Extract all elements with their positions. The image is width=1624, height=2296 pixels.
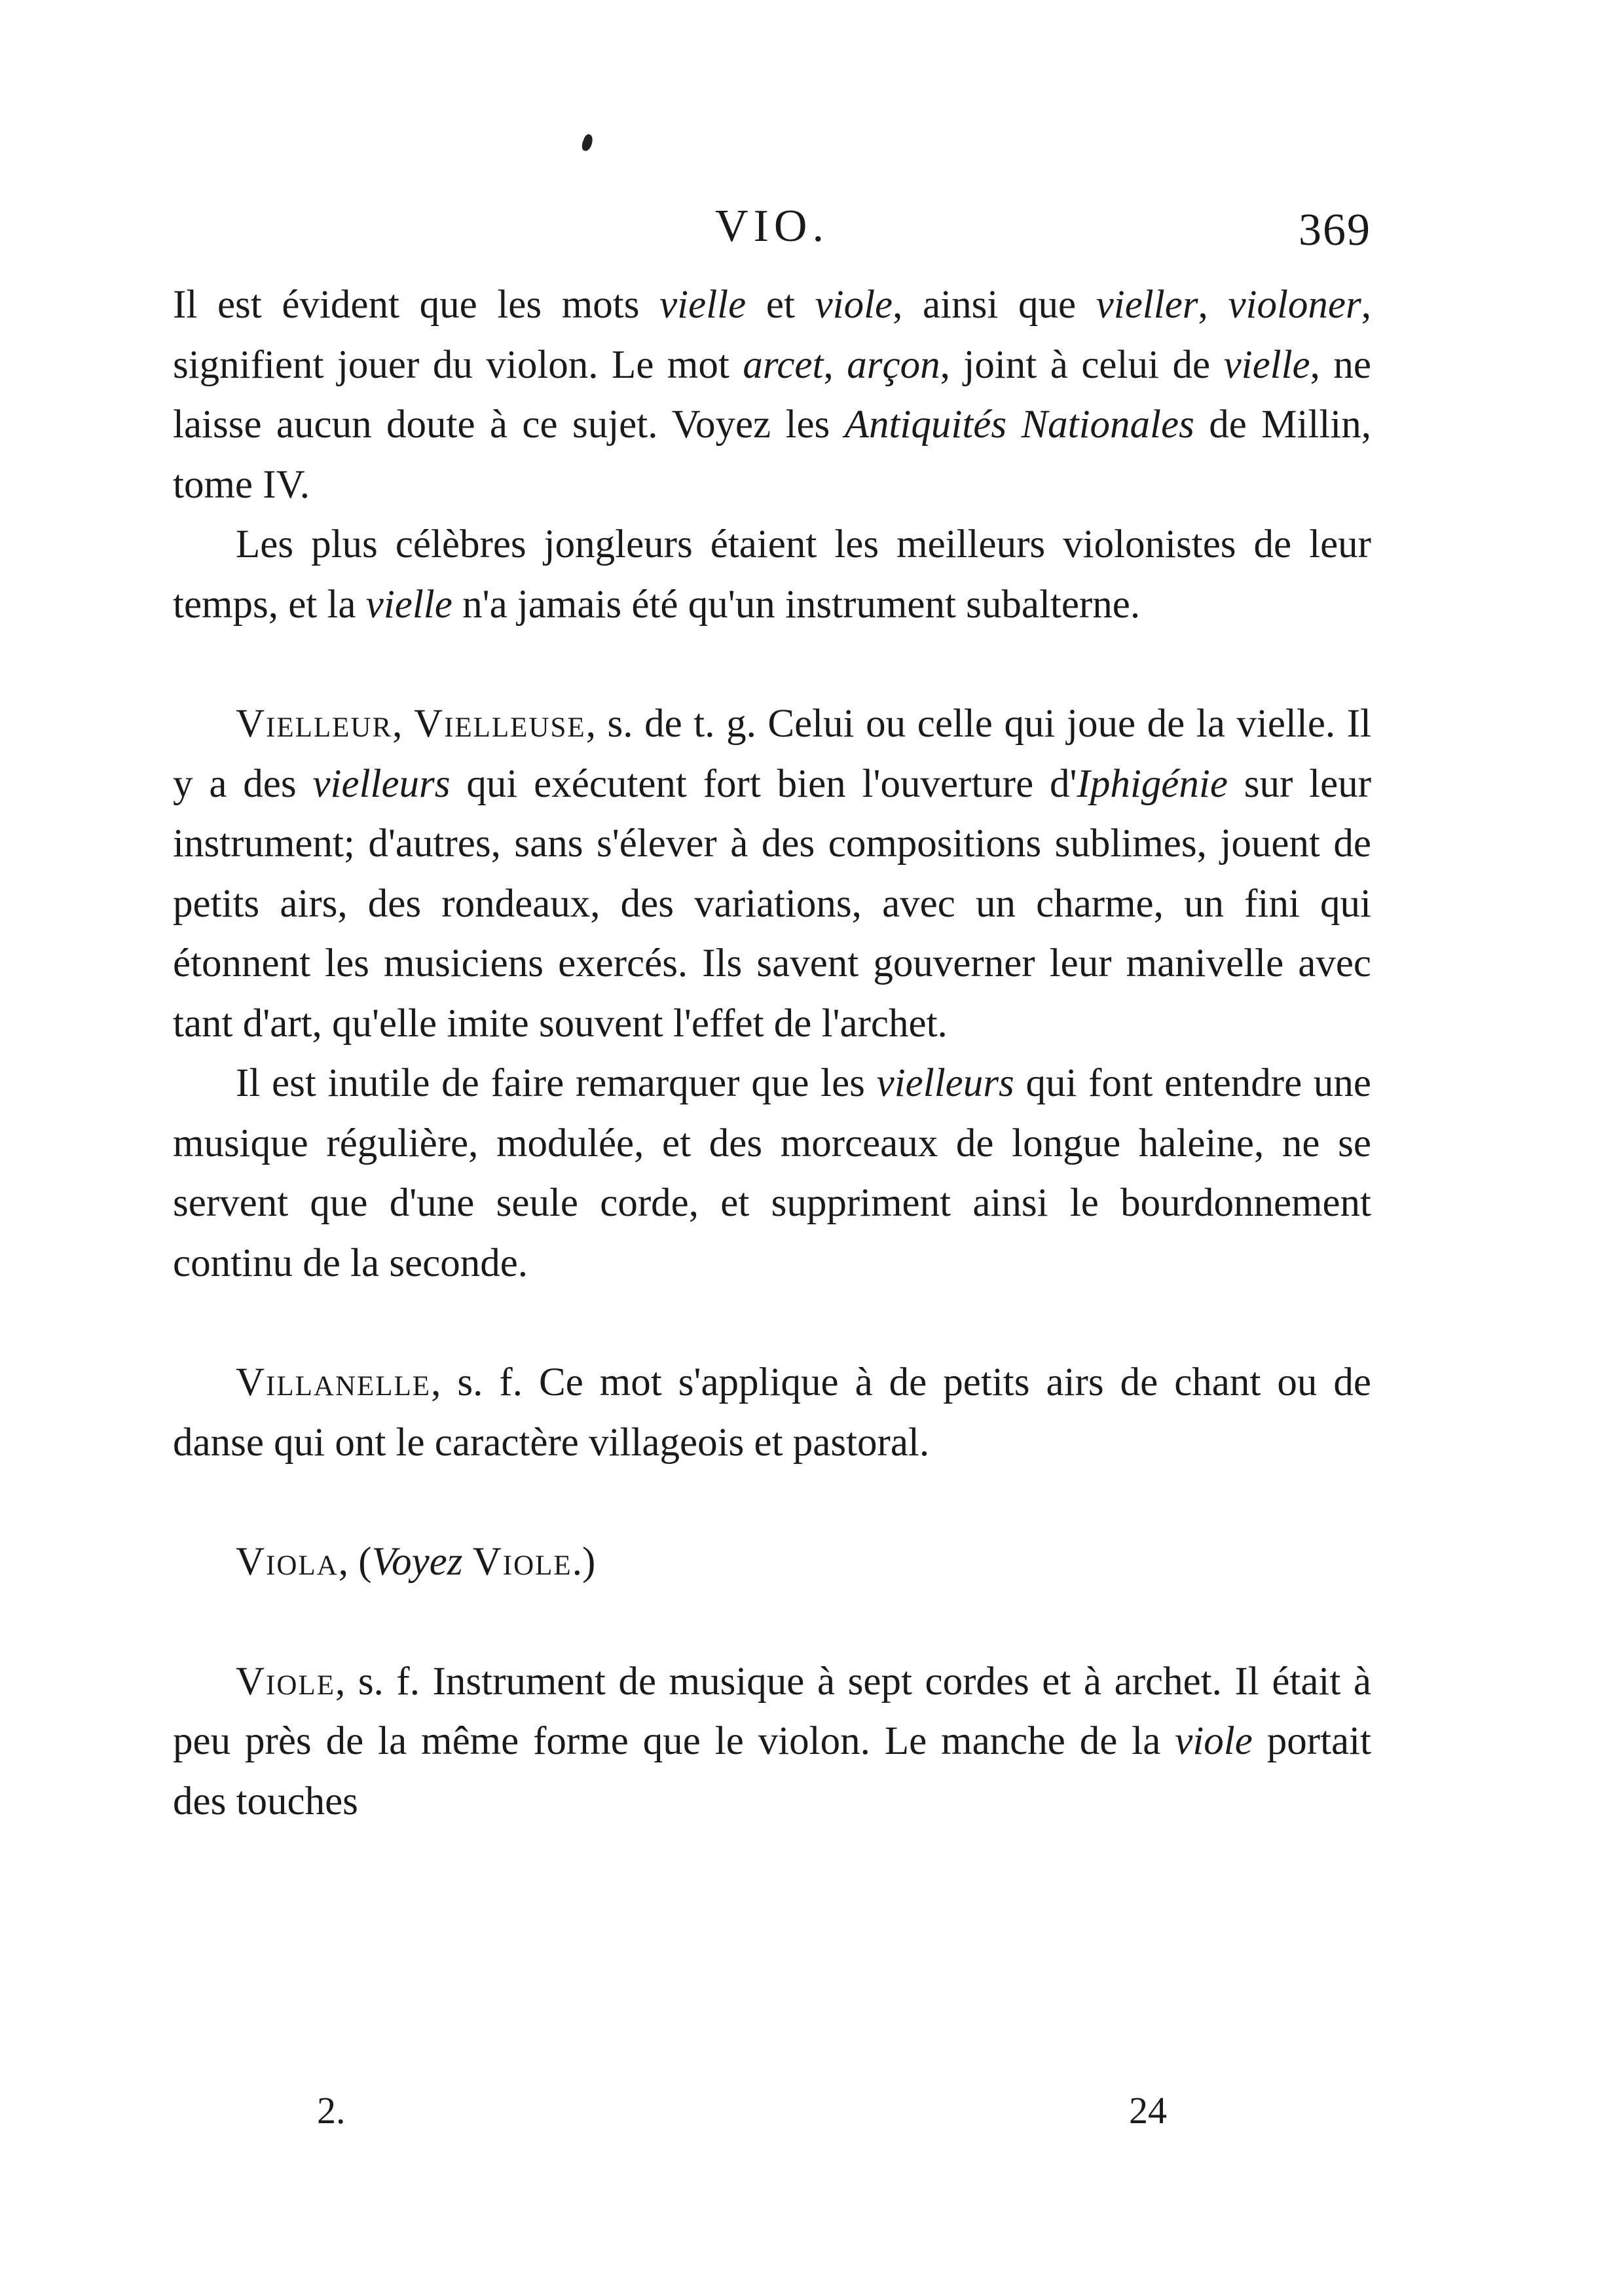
italic-run: arçon bbox=[847, 342, 940, 387]
entry-viola bbox=[173, 1532, 1371, 1592]
text-run: .) bbox=[572, 1540, 596, 1584]
italic-run: violoner bbox=[1228, 283, 1361, 327]
body-text bbox=[173, 275, 1371, 1831]
paragraph-jongleurs bbox=[173, 515, 1371, 634]
text-run: , joint à celui de bbox=[940, 342, 1224, 387]
italic-run: Antiquités Nationales bbox=[844, 403, 1194, 446]
text-run: Il est inutile de faire remarquer que les bbox=[236, 1061, 877, 1105]
ink-blot-ornament bbox=[580, 133, 595, 152]
entry-viole bbox=[173, 1652, 1371, 1832]
text-run bbox=[462, 1540, 472, 1584]
entry-vielleur bbox=[173, 694, 1371, 1053]
entry-headword: Vielleuse bbox=[414, 702, 586, 746]
italic-run: Voyez bbox=[371, 1540, 463, 1584]
running-head bbox=[173, 200, 1371, 266]
entry-headword: Viola bbox=[236, 1540, 339, 1584]
text-run: sur leur instrument; d'autres, sans s'élever à des compositions sublimes, jouent de petits airs, des rondeaux, des variations, avec un charme, un fini qui étonnent les musiciens exercés. Ils savent gouverner leur manivelle avec tant d'art, qu'elle imite souvent l'effet de l'archet. bbox=[173, 761, 1372, 1046]
entry-headword: Viole bbox=[236, 1659, 335, 1704]
italic-run: vielle bbox=[659, 283, 747, 327]
text-run: , bbox=[392, 702, 415, 746]
entry-villanelle bbox=[173, 1353, 1371, 1472]
text-run: qui exécutent fort bien l'ouverture d' bbox=[450, 761, 1077, 806]
text-run: , s. de t. g. Celui ou celle qui joue de la vielle. Il y a des bbox=[173, 702, 1372, 806]
text-run: Il est évident que les mots bbox=[173, 283, 660, 327]
text-run: , s. f. Ce mot s'applique à de petits airs de chant ou de danse qui ont le caractère villageois et pastoral. bbox=[173, 1360, 1371, 1465]
entry-headword: Vielleur bbox=[236, 702, 393, 746]
text-run: , bbox=[1198, 283, 1228, 327]
text-run: , bbox=[823, 342, 847, 387]
italic-run: viole bbox=[1175, 1719, 1253, 1763]
text-run: , s. f. Instrument de musique à sept cordes et à archet. Il était à peu près de la même forme que le violon. Le manche de la bbox=[173, 1659, 1371, 1763]
text-run: , ( bbox=[338, 1540, 372, 1584]
italic-run: vielle bbox=[1223, 342, 1310, 387]
signature-mark: 2. bbox=[317, 2089, 346, 2132]
running-head-title: VIO. bbox=[715, 201, 829, 251]
page-footer bbox=[173, 2088, 1371, 2147]
italic-run: arcet bbox=[743, 342, 824, 387]
italic-run: vielle bbox=[365, 582, 452, 627]
italic-run: Iphigénie bbox=[1077, 761, 1228, 806]
italic-run: viole bbox=[815, 283, 893, 327]
text-run: Les plus célèbres jongleurs étaient les meilleurs violonistes de leur temps, et la bbox=[173, 522, 1371, 627]
italic-run: vieller bbox=[1096, 283, 1198, 327]
text-run: , ainsi que bbox=[893, 283, 1096, 327]
entry-headword: Villanelle bbox=[236, 1360, 432, 1404]
text-run: , ne laisse aucun doute à ce sujet. Voyez les bbox=[173, 342, 1372, 446]
italic-run: vielleurs bbox=[312, 761, 451, 806]
page-number: 369 bbox=[1299, 205, 1371, 255]
text-run: qui font entendre une musique régulière, modulée, et des morceaux de longue haleine, ne se servent que d'une seule corde, et suppriment ainsi le bourdonnement continu de la seconde. bbox=[173, 1061, 1371, 1285]
gathering-mark: 24 bbox=[1129, 2089, 1167, 2132]
text-run: portait des touches bbox=[173, 1719, 1371, 1823]
text-run: , signifient jouer du violon. Le mot bbox=[173, 283, 1371, 387]
text-run: de Millin, tome IV. bbox=[173, 403, 1371, 507]
italic-run: vielleurs bbox=[876, 1061, 1014, 1105]
entry-headword: Viole bbox=[472, 1540, 572, 1584]
paragraph-vielle-note bbox=[173, 275, 1371, 515]
text-run: n'a jamais été qu'un instrument subalterne. bbox=[452, 582, 1141, 627]
paragraph-vielleurs-note bbox=[173, 1053, 1371, 1293]
text-run: et bbox=[746, 283, 815, 327]
